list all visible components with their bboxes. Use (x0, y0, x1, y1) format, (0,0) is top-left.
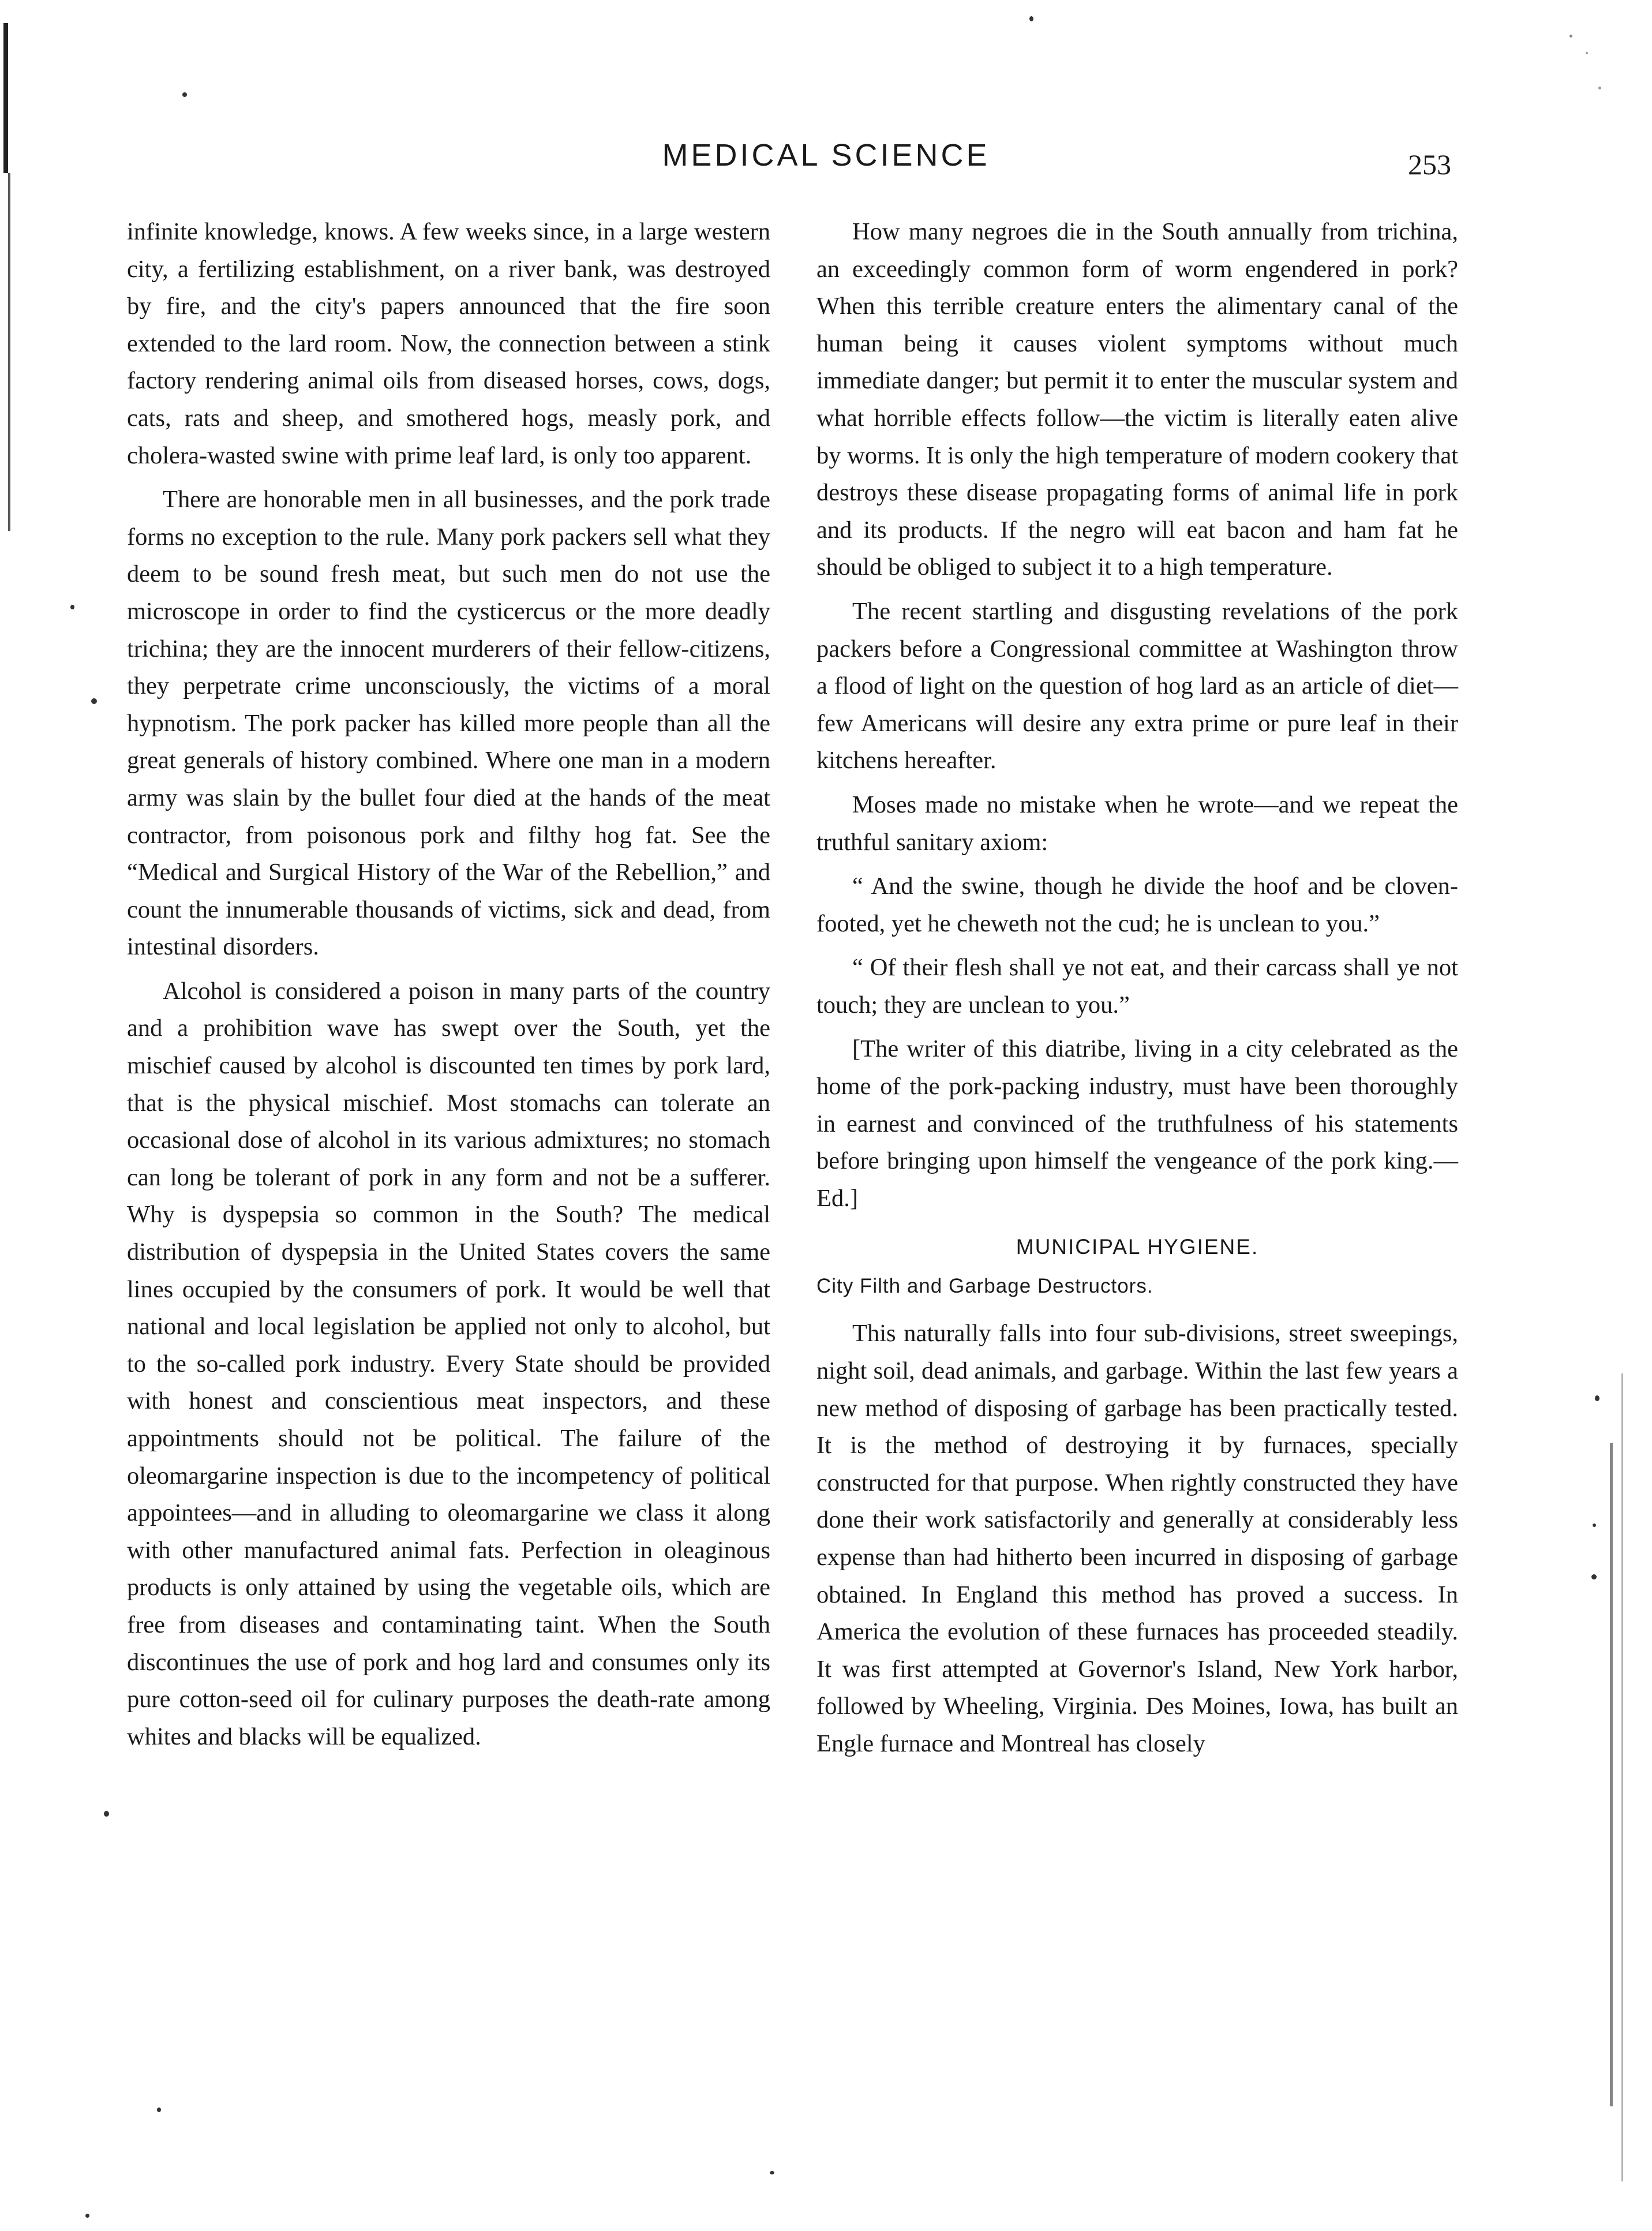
speck (157, 2108, 161, 2112)
speck (1598, 87, 1601, 89)
page-number: 253 (1408, 148, 1451, 181)
left-paragraph-2: There are honorable men in all businesses, and the pork trade forms no exception to the rule. Many pork packers sell what they deem to be sound fresh meat, but such men do not use the microscope in order to find the cysticercus or the more deadly trichina; they are the innocent murderers of their fellow-citizens, they perpetrate crime unconsciously, the victims of a moral hypnotism. The pork packer has killed more people than all the great generals of history combined. Where one man in a modern army was slain by the bullet four died at the hands of the meat contractor, from poisonous pork and filthy hog fat. See the “Medical and Surgical History of the War of the Rebellion,” and count the innumerable thousands of victims, sick and dead, from intestinal disorders. (127, 486, 770, 961)
sub-heading: City Filth and Garbage Destructors. (816, 1275, 1153, 1298)
left-paragraph-3: Alcohol is considered a poison in many parts of the country and a prohibition wave has swept over the South, yet the mischief caused by alcohol is discounted ten times by pork lard, that is the physical mischief. Most stomachs can tolerate an occasional dose of alcohol in its various admixtures; no stomach can long be tolerant of pork in any form and not be a sufferer. Why is dyspepsia so common in the South? The medical distribution of dyspepsia in the United States covers the same lines occupied by the consumers of pork. It would be well that national and local legislation be applied not only to alcohol, but to the so-called pork industry. Every State should be provided with honest and conscientious meat inspectors, and these appointments should not be political. The failure of the oleomargarine inspection is due to the incompetency of political appointees—and in alluding to oleomargarine we class it along with other manufactured animal fats. Perfection in oleaginous products is only attained by using the vegetable oils, which are free from diseases and contaminating taint. When the South discontinues the use of pork and hog lard and consumes only its pure cotton-seed oil for culinary purposes the death-rate among whites and blacks will be equalized. (127, 977, 770, 1750)
right-paragraph-2: The recent startling and disgusting revelations of the pork packers before a Congressional committee at Washington throw a flood of light on the question of hog lard as an article of diet—few Americans will desire any extra prime or pure leaf in their kitchens hereafter. (816, 597, 1458, 774)
speck (1595, 1395, 1599, 1401)
speck (104, 1811, 109, 1817)
right-edge-speckle-2 (1621, 1373, 1623, 2181)
right-edge-speckle (1610, 1443, 1613, 2106)
speck (1029, 16, 1033, 21)
left-paragraph-1: infinite knowledge, knows. A few weeks since, in a large western city, a fertilizing establishment, on a river bank, was destroyed by fire, and the city's papers announced that the fire soon extended to the lard room. Now, the connection between a stink factory rendering animal oils from diseased horses, cows, dogs, cats, rats and sheep, and smothered hogs, measly pork, and cholera-wasted swine with prime leaf lard, is only too apparent. (127, 218, 770, 469)
right-paragraph-1: How many negroes die in the South annually from trichina, an exceedingly common form of worm engendered in pork? When this terrible creature enters the alimentary canal of the human being it causes violent symptoms without much immediate danger; but permit it to enter the muscular system and what horrible effects follow—the victim is literally eaten alive by worms. It is only the high temperature of modern cookery that destroys these disease propagating forms of animal life in pork and its products. If the negro will eat bacon and ham fat he should be obliged to subject it to a high temperature. (816, 218, 1458, 581)
scripture-quote-2: “ Of their flesh shall ye not eat, and their carcass shall ye not touch; they are unclean to you.” (816, 954, 1458, 1019)
speck (1586, 52, 1588, 54)
speck (85, 2214, 89, 2218)
scripture-quote-1: “ And the swine, though he divide the hoof and be cloven-footed, yet he cheweth not the cud; he is unclean to you.” (816, 873, 1458, 937)
right-column (816, 214, 1458, 1770)
speck (1591, 1574, 1597, 1579)
speck (182, 92, 187, 97)
section-heading: MUNICIPAL HYGIENE. (1016, 1235, 1259, 1259)
speck (1569, 35, 1572, 38)
speck (770, 2171, 774, 2174)
left-column (127, 214, 770, 1762)
speck (1593, 1523, 1596, 1527)
speck (91, 698, 97, 704)
running-title: MEDICAL SCIENCE (662, 138, 990, 173)
editor-note: [The writer of this diatribe, living in a city celebrated as the home of the pork-packing industry, must have been thoroughly in earnest and convinced of the truthfulness of his statements before bringing upon himself the vengeance of the pork king.—Ed.] (816, 1035, 1458, 1212)
right-paragraph-3: Moses made no mistake when he wrote—and we repeat the truthful sanitary axiom: (816, 791, 1458, 856)
section-paragraph-1: This naturally falls into four sub-divisions, street sweepings, night soil, dead animals, and garbage. Within the last few years a new method of disposing of garbage has been practically tested. It is the method of destroying it by furnaces, specially constructed for that purpose. When rightly constructed they have done their work satisfactorily and generally at considerably less expense than had hitherto been incurred in disposing of garbage obtained. In England this method has proved a success. In America the evolution of these furnaces has proceeded steadily. It was first attempted at Governor's Island, New York harbor, followed by Wheeling, Virginia. Des Moines, Iowa, has built an Engle furnace and Montreal has closely (816, 1320, 1458, 1757)
left-binding-edge-lower (8, 173, 10, 531)
speck (70, 605, 74, 609)
